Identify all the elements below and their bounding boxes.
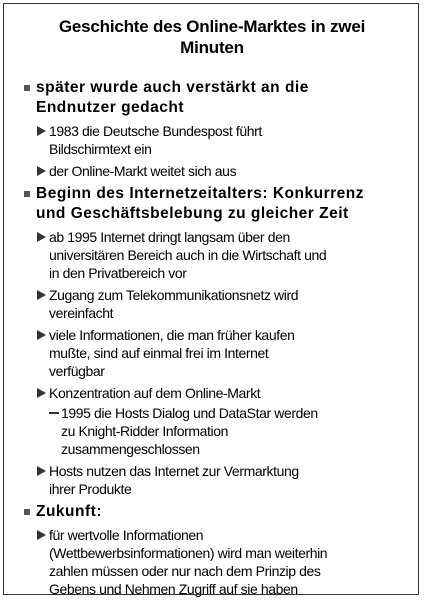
section-heading: später wurde auch verstärkt an die Endnutzer gedacht	[36, 79, 309, 116]
triangle-bullet-icon	[37, 330, 46, 340]
section-heading: Zukunft:	[36, 503, 102, 520]
list-item	[0, 286, 424, 322]
square-bullet-icon	[24, 85, 30, 91]
list-item-text: Konzentration auf dem Online-Markt	[49, 385, 261, 401]
bullet-section-1	[0, 78, 424, 118]
slide-content	[0, 78, 424, 602]
triangle-bullet-icon	[37, 290, 46, 300]
bullet-section-3	[0, 502, 424, 522]
list-item-text: ab 1995 Internet dringt langsam über den universitären Bereich auch in die Wirtschaft und in den Privatbereich vor	[49, 229, 327, 281]
triangle-bullet-icon	[37, 126, 46, 136]
list-item-text: Zugang zum Telekommunikationsnetz wird vereinfacht	[49, 287, 299, 321]
list-item-text: 1983 die Deutsche Bundespost führt Bildschirmtext ein	[49, 123, 262, 157]
triangle-bullet-icon	[37, 530, 46, 540]
list-item	[0, 462, 424, 498]
sub-list-item-text: 1995 die Hosts Dialog und DataStar werden zu Knight-Ridder Information zusammengeschlossen	[61, 405, 318, 457]
square-bullet-icon	[24, 509, 30, 515]
list-item	[0, 228, 424, 282]
list-item	[0, 326, 424, 380]
list-item-text: viele Informationen, die man früher kaufen mußte, sind auf einmal frei im Internet verfügbar	[49, 327, 295, 379]
triangle-bullet-icon	[37, 232, 46, 242]
slide-title: Geschichte des Online-Marktes in zwei Minuten	[58, 17, 366, 57]
list-item	[0, 384, 424, 402]
list-item	[0, 162, 424, 180]
list-item-text: für wertvolle Informationen (Wettbewerbsinformationen) wird man weiterhin zahlen müssen oder nur nach dem Prinzip des Gebens und Nehmen Zugriff auf sie haben	[49, 527, 328, 597]
triangle-bullet-icon	[37, 466, 46, 476]
list-item-text: der Online-Markt weitet sich aus	[49, 163, 237, 179]
square-bullet-icon	[24, 191, 30, 197]
list-item	[0, 122, 424, 158]
section-heading: Beginn des Internetzeitalters: Konkurrenz und Geschäftsbelebung zu gleicher Zeit	[36, 185, 364, 222]
list-item	[0, 526, 424, 598]
dash-bullet-icon	[49, 412, 59, 414]
sub-list-item	[0, 404, 424, 458]
list-item-text: Hosts nutzen das Internet zur Vermarktung ihrer Produkte	[49, 463, 299, 497]
bullet-section-2	[0, 184, 424, 224]
triangle-bullet-icon	[37, 166, 46, 176]
triangle-bullet-icon	[37, 388, 46, 398]
